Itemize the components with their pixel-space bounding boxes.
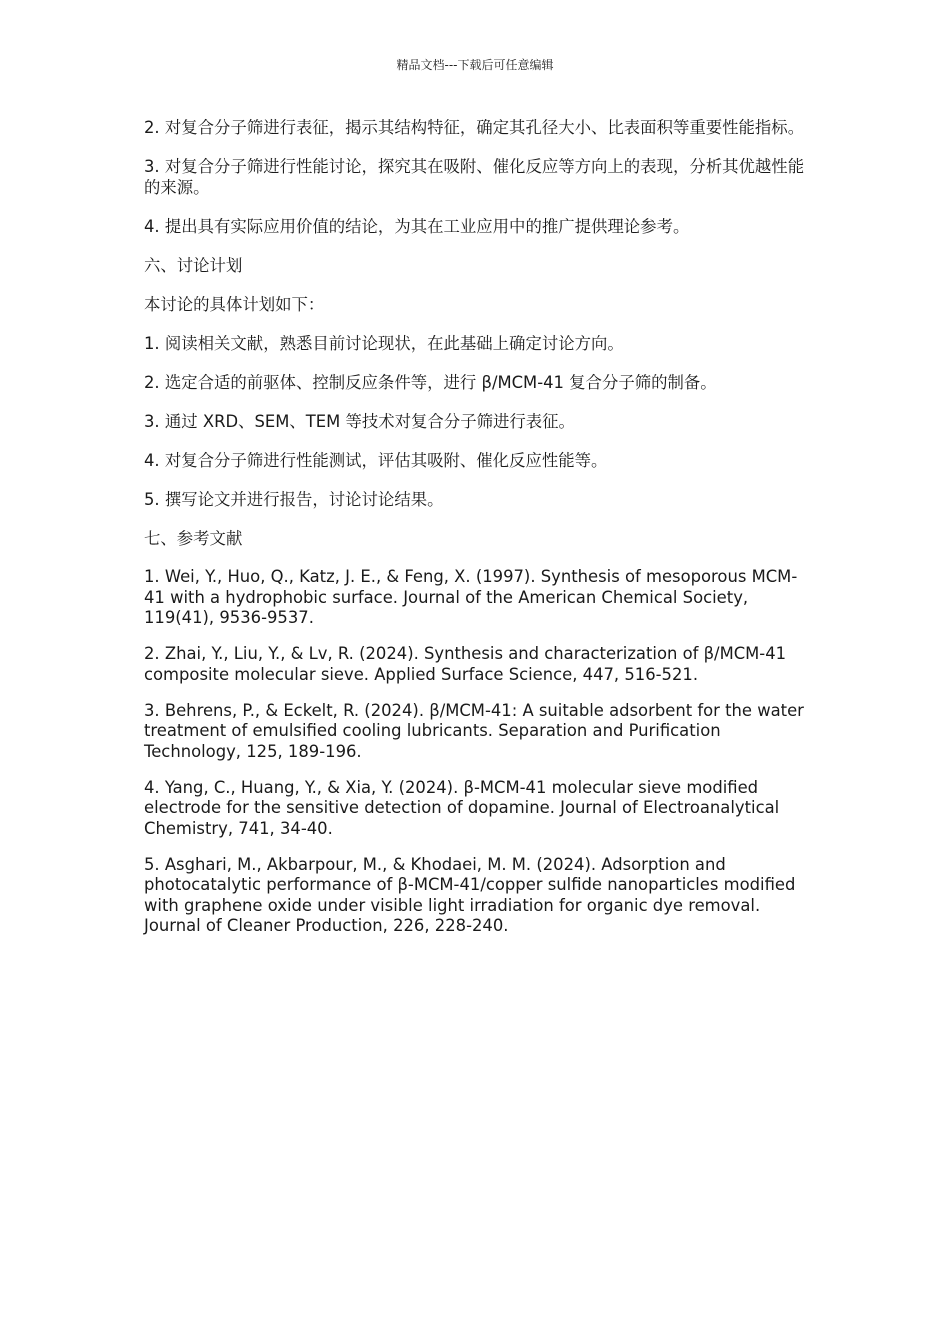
page-header: 精品文档---下载后可任意编辑: [396, 58, 554, 72]
objective-item-3: 3. 对复合分子筛进行性能讨论，探究其在吸附、催化反应等方向上的表现，分析其优越性能的来源。: [144, 157, 805, 197]
plan-intro: 本讨论的具体计划如下：: [144, 295, 325, 314]
objective-item-2: 2. 对复合分子筛进行表征，揭示其结构特征，确定其孔径大小、比表面积等重要性能指标。: [144, 118, 805, 137]
section-heading-references: 七、参考文献: [144, 529, 243, 548]
plan-item-5: 5. 撰写论文并进行报告，讨论讨论结果。: [144, 490, 444, 509]
document-body: [144, 117, 806, 952]
objective-item-4: 4. 提出具有实际应用价值的结论，为其在工业应用中的推广提供理论参考。: [144, 217, 690, 236]
plan-item-4: 4. 对复合分子筛进行性能测试，评估其吸附、催化反应性能等。: [144, 451, 608, 470]
reference-item-4: 4. Yang, C., Huang, Y., & Xia, Y. (2024). β-MCM-41 molecular sieve modified electrode for the sensitive detection of dopamine. Journal of Electroanalytical Chemistry, 741, 34-40.: [144, 777, 780, 838]
plan-item-1: 1. 阅读相关文献，熟悉目前讨论现状，在此基础上确定讨论方向。: [144, 334, 624, 353]
section-heading-plan: 六、讨论计划: [144, 256, 243, 275]
plan-item-2: 2. 选定合适的前驱体、控制反应条件等，进行 β/MCM-41 复合分子筛的制备。: [144, 373, 717, 392]
reference-item-3: 3. Behrens, P., & Eckelt, R. (2024). β/MCM-41: A suitable adsorbent for the water treatment of emulsified cooling lubricants. Separation and Purification Technology, 125, 189-196.: [144, 700, 804, 761]
reference-item-1: 1. Wei, Y., Huo, Q., Katz, J. E., & Feng, X. (1997). Synthesis of mesoporous MCM-41 with a hydrophobic surface. Journal of the American Chemical Society, 119(41), 9536-9537.: [144, 567, 798, 627]
reference-item-2: 2. Zhai, Y., Liu, Y., & Lv, R. (2024). Synthesis and characterization of β/MCM-41 composite molecular sieve. Applied Surface Science, 447, 516-521.: [144, 644, 787, 684]
reference-item-5: 5. Asghari, M., Akbarpour, M., & Khodaei, M. M. (2024). Adsorption and photocatalytic performance of β-MCM-41/copper sulfide nanoparticles modified with graphene oxide under visible light irradiation for organic dye removal. Journal of Cleaner Production, 226, 228-240.: [144, 854, 796, 935]
plan-item-3: 3. 通过 XRD、SEM、TEM 等技术对复合分子筛进行表征。: [144, 412, 575, 431]
